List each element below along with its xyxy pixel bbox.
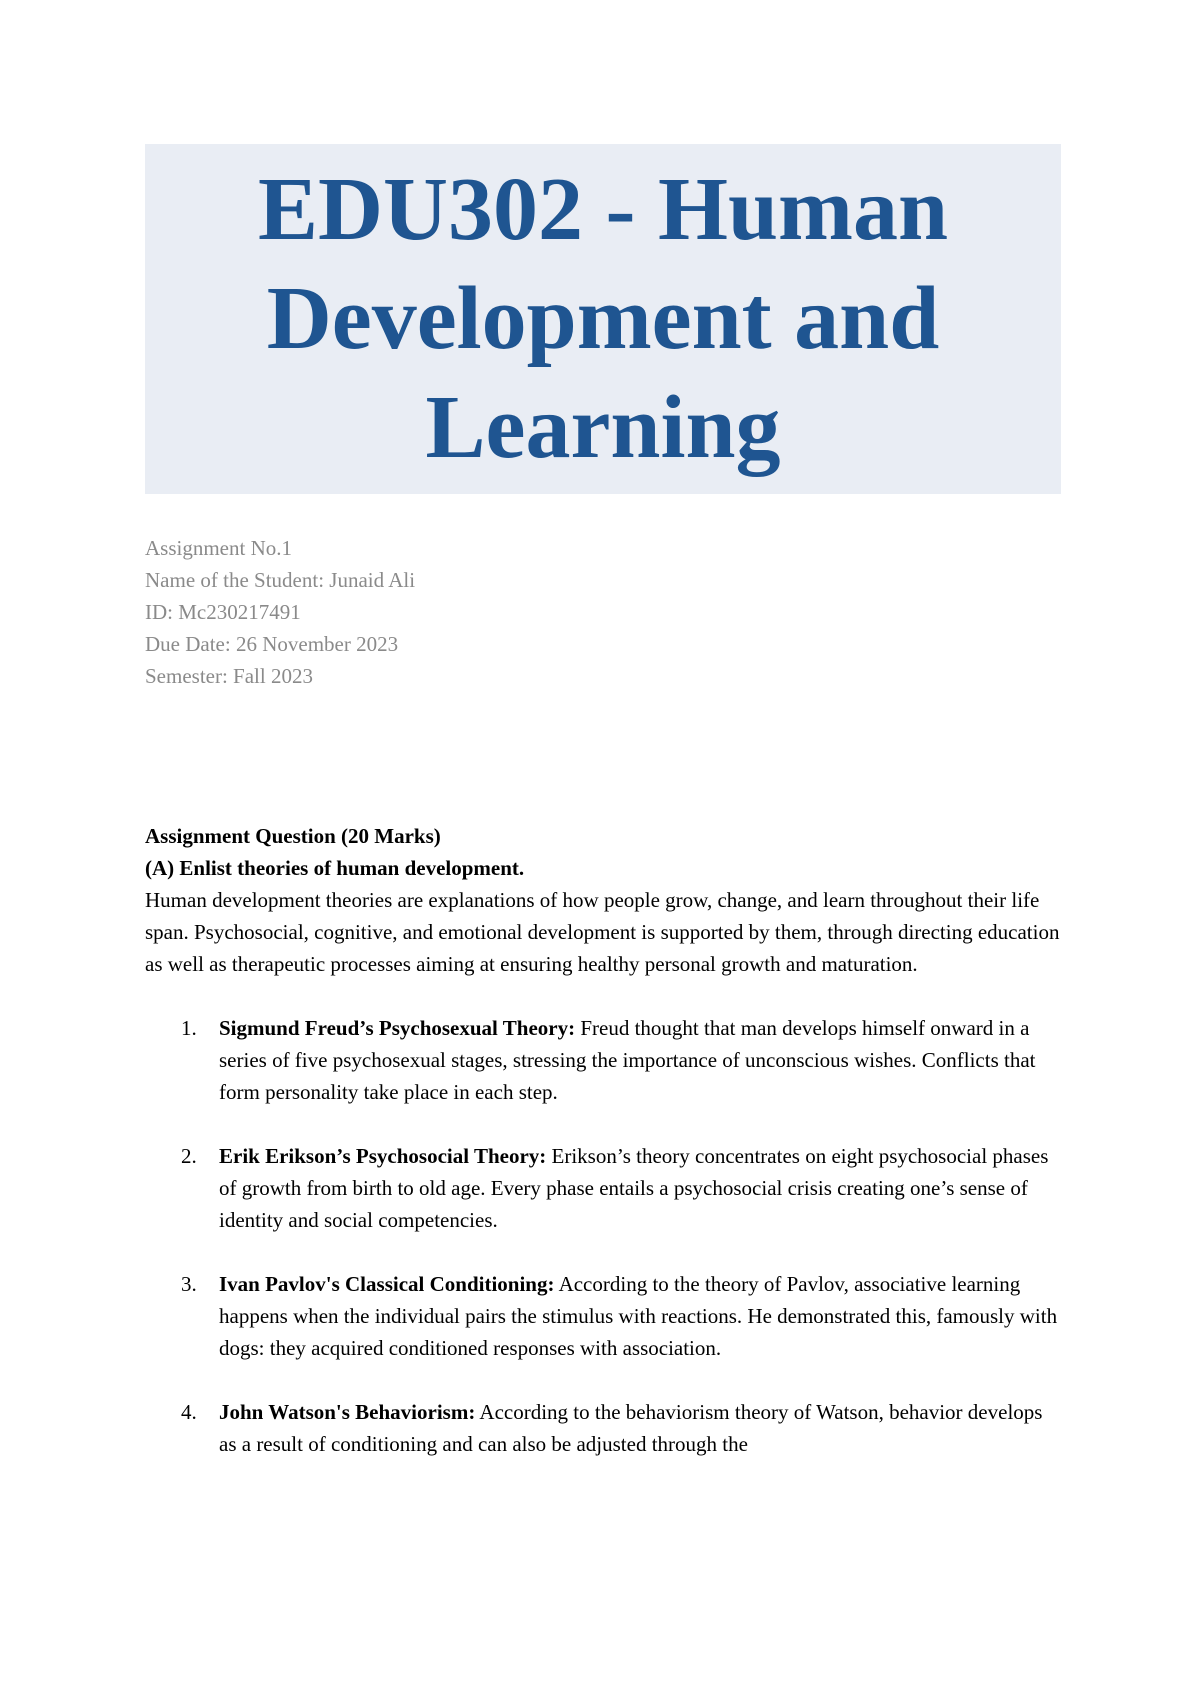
title-line-3: Learning (425, 378, 781, 477)
assignment-number: Assignment No.1 (145, 536, 292, 560)
list-item (145, 1012, 1065, 1108)
question-heading: Assignment Question (20 Marks) (145, 824, 441, 848)
theory-name: Erik Erikson’s Psychosocial Theory: (219, 1144, 547, 1168)
theory-name: Ivan Pavlov's Classical Conditioning: (219, 1272, 555, 1296)
part-a-heading: (A) Enlist theories of human development. (145, 856, 525, 880)
assignment-body (145, 820, 1065, 1492)
student-name: Name of the Student: Junaid Ali (145, 568, 416, 592)
student-id: ID: Mc230217491 (145, 600, 301, 624)
list-number: 3. (181, 1272, 197, 1296)
list-number: 1. (181, 1016, 197, 1040)
theories-list (145, 1012, 1065, 1460)
theory-description: According to the theory of Pavlov, associative learning happens when the individual pairs the stimulus with reactions. He demonstrated this, famously with dogs: they acquired conditioned responses with association. (219, 1272, 1058, 1360)
theory-name: Sigmund Freud’s Psychosexual Theory: (219, 1016, 576, 1040)
list-number: 2. (181, 1144, 197, 1168)
list-item (145, 1268, 1065, 1364)
theory-description: According to the behaviorism theory of Watson, behavior develops as a result of conditioning and can also be adjusted through the (219, 1400, 1043, 1456)
assignment-meta (145, 532, 415, 692)
list-item (145, 1396, 1065, 1460)
theory-name: John Watson's Behaviorism: (219, 1400, 476, 1424)
intro-paragraph: Human development theories are explanations of how people grow, change, and learn throughout their life span. Psychosocial, cognitive, and emotional development is supported by them, through directing education as well as therapeutic processes aiming at ensuring healthy personal growth and maturation. (145, 888, 1060, 976)
due-date: Due Date: 26 November 2023 (145, 632, 399, 656)
list-number: 4. (181, 1400, 197, 1424)
theory-description: Erikson’s theory concentrates on eight psychosocial phases of growth from birth to old age. Every phase entails a psychosocial crisis creating one’s sense of identity and social competencies. (219, 1144, 1049, 1232)
title-line-1: EDU302 - Human (257, 160, 949, 259)
list-item (145, 1140, 1065, 1236)
theory-description: Freud thought that man develops himself onward in a series of five psychosexual stages, stressing the importance of unconscious wishes. Conflicts that form personality take place in each step. (219, 1016, 1036, 1104)
title-line-2: Development and (266, 269, 940, 368)
semester: Semester: Fall 2023 (145, 664, 313, 688)
title-banner (145, 144, 1061, 494)
